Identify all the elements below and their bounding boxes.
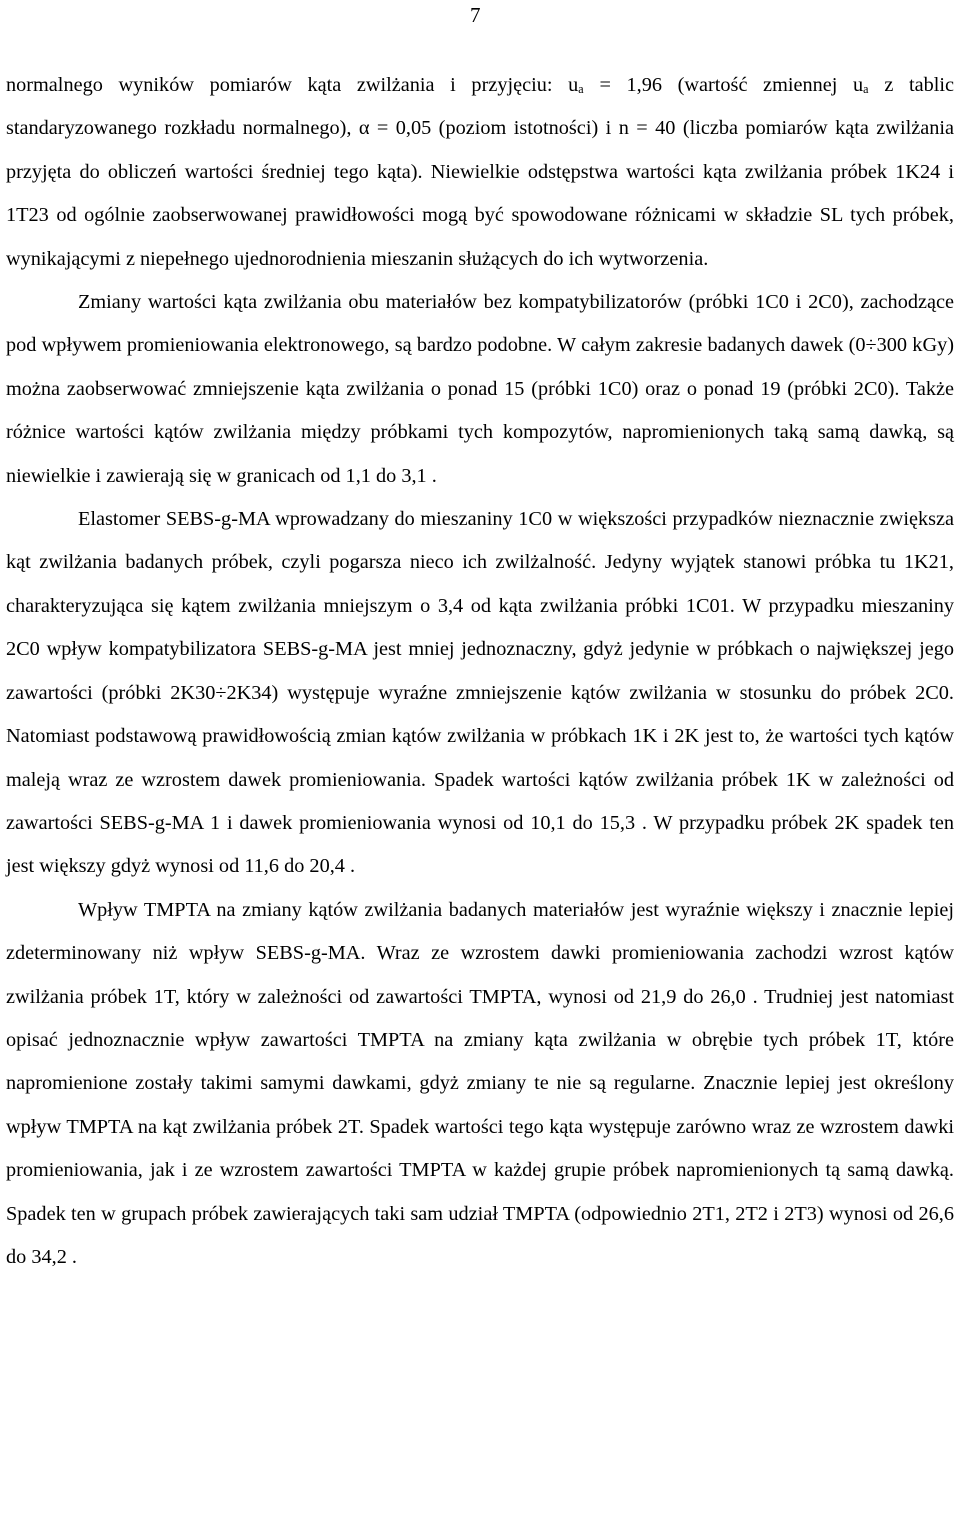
document-body bbox=[6, 64, 954, 1279]
paragraph-3: Elastomer SEBS-g-MA wprowadzany do mieszaniny 1C0 w większości przypadków nieznacznie zwiększa kąt zwilżania badanych próbek, czyli pogarsza nieco ich zwilżalność. Jedyny wyjątek stanowi próbka tu 1K21, charakteryzująca się kątem zwilżania mniejszym o 3,4 od kąta zwilżania próbki 1C01. W przypadku mieszaniny 2C0 wpływ kompatybilizatora SEBS-g-MA jest mniej jednoznaczny, gdyż jedynie w próbkach o największej jego zawartości (próbki 2K30÷2K34) występuje wyraźne zmniejszenie kątów zwilżania w stosunku do próbek 2C0. Natomiast podstawową prawidłowością zmian kątów zwilżania w próbkach 1K i 2K jest to, że wartości tych kątów maleją wraz ze wzrostem dawek promieniowania. Spadek wartości kątów zwilżania próbek 1K w zależności od zawartości SEBS-g-MA 1 i dawek promieniowania wynosi od 10,1 do 15,3 . W przypadku próbek 2K spadek ten jest większy gdyż wynosi od 11,6 do 20,4 . bbox=[6, 508, 954, 878]
page-number: 7 bbox=[470, 3, 481, 27]
paragraph-2: Zmiany wartości kąta zwilżania obu materiałów bez kompatybilizatorów (próbki 1C0 i 2C0), zachodzące pod wpływem promieniowania elektronowego, są bardzo podobne. W całym zakresie badanych dawek (0÷300 kGy) można zaobserwować zmniejszenie kąta zwilżania o ponad 15 (próbki 1C0) oraz o ponad 19 (próbki 2C0). Także różnice wartości kątów zwilżania między próbkami tych kompozytów, napromienionych taką samą dawką, są niewielkie i zawierają się w granicach od 1,1 do 3,1 . bbox=[6, 291, 954, 487]
paragraph-4: Wpływ TMPTA na zmiany kątów zwilżania badanych materiałów jest wyraźnie większy i znacznie lepiej zdeterminowany niż wpływ SEBS-g-MA. Wraz ze wzrostem dawki promieniowania zachodzi wzrost kątów zwilżania próbek 1T, który w zależności od zawartości TMPTA, wynosi od 21,9 do 26,0 . Trudniej jest natomiast opisać jednoznacznie wpływ zawartości TMPTA na zmiany kąta zwilżania w obrębie tych próbek 1T, które napromienione zostały takimi samymi dawkami, gdyż zmiany te nie są regularne. Znacznie lepiej jest określony wpływ TMPTA na kąt zwilżania próbek 2T. Spadek wartości tego kąta występuje zarówno wraz ze wzrostem dawki promieniowania, jak i ze wzrostem zawartości TMPTA w każdej grupie próbek napromienionych tą samą dawką. Spadek ten w grupach próbek zawierających taki sam udział TMPTA (odpowiednio 2T1, 2T2 i 2T3) wynosi od 26,6 do 34,2 . bbox=[6, 898, 954, 1268]
paragraph-1: normalnego wyników pomiarów kąta zwilżania i przyjęciu: uₐ = 1,96 (wartość zmiennej uₐ z tablic standaryzowanego rozkładu normalnego), α = 0,05 (poziom istotności) i n = 40 (liczba pomiarów kąta zwilżania przyjęta do obliczeń wartości średniej tego kąta). Niewielkie odstępstwa wartości kąta zwilżania próbek 1K24 i 1T23 od ogólnie zaobserwowanej prawidłowości mogą być spowodowane różnicami w składzie SL tych próbek, wynikającymi z niepełnego ujednorodnienia mieszanin służących do ich wytworzenia. bbox=[6, 74, 954, 270]
